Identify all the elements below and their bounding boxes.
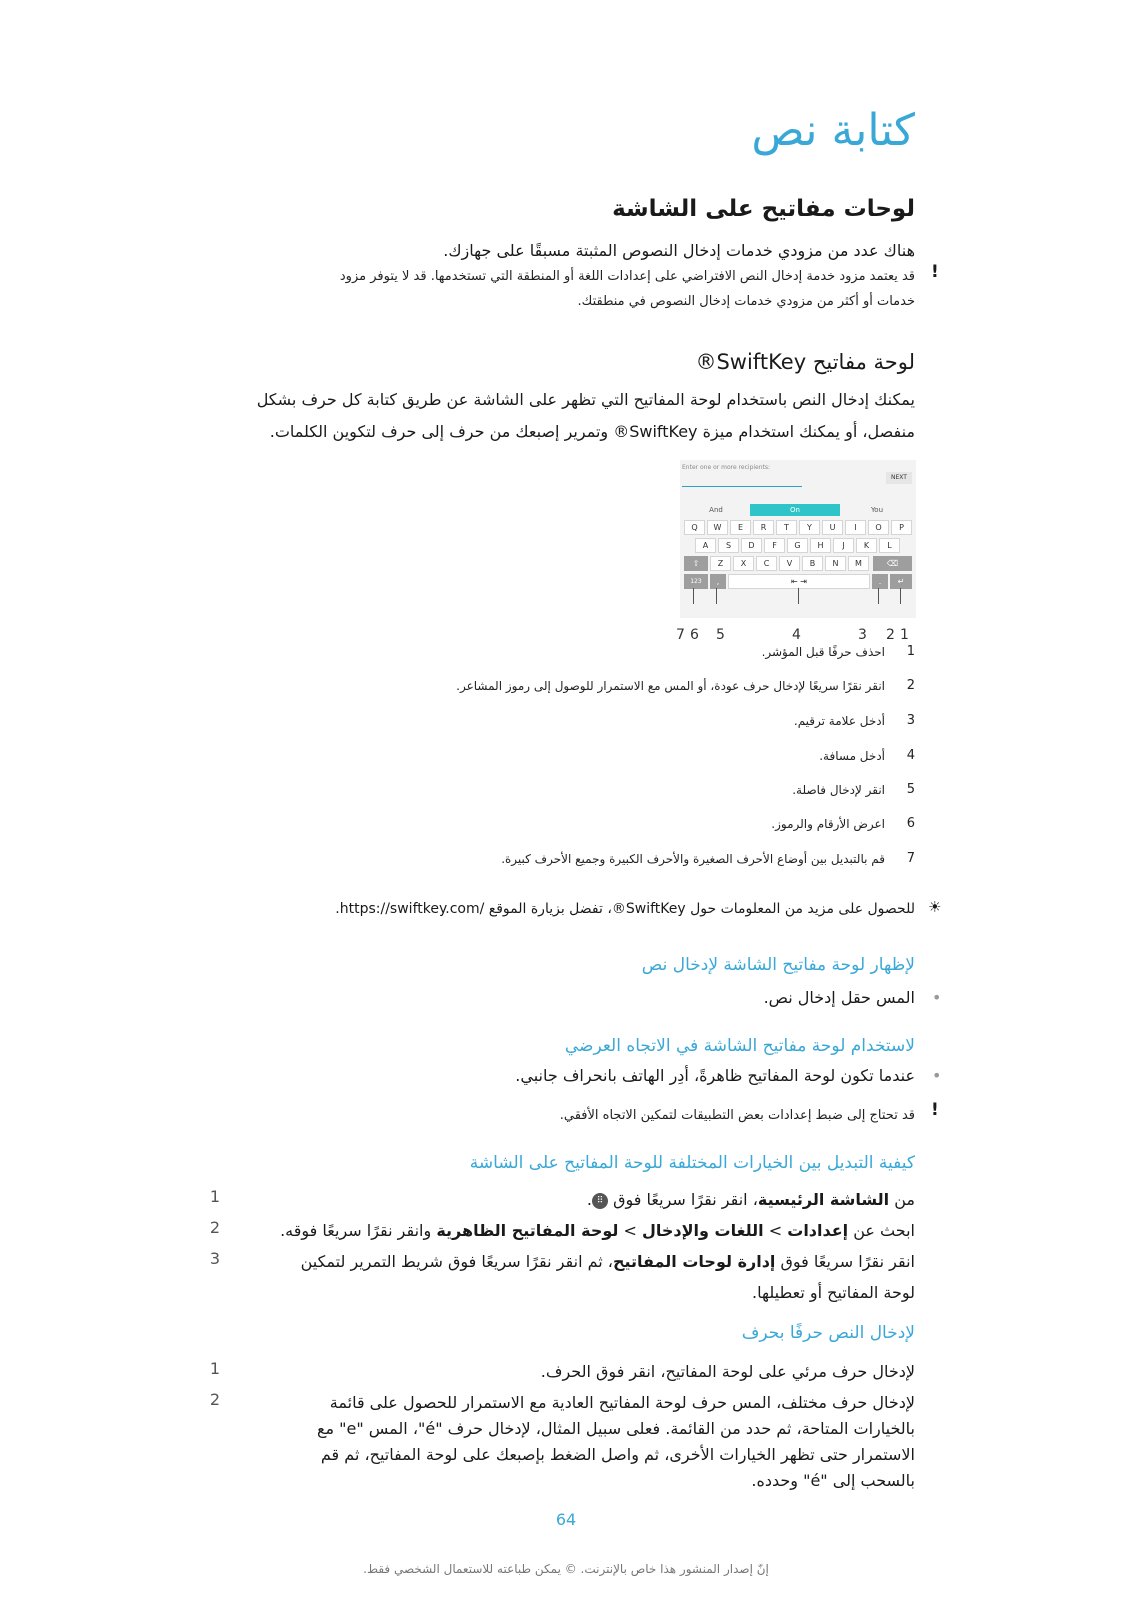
landscape-heading: لاستخدام لوحة مفاتيح الشاشة في الاتجاه العرضي <box>564 1036 915 1056</box>
page-number: 64 <box>555 1510 577 1529</box>
callout-line <box>716 588 717 604</box>
legend-item: 2 انقر نقرًا سريعًا لإدخال حرف عودة، أو المس مع الاستمرار للوصول إلى رموز المشاعر. <box>456 678 915 693</box>
key-o[interactable]: O <box>868 520 889 535</box>
key-s[interactable]: S <box>718 538 739 553</box>
key-e[interactable]: E <box>730 520 751 535</box>
step-number: 2 <box>209 1390 220 1409</box>
swiftkey-paragraph-line-2: منفصل، أو يمكنك استخدام ميزة SwiftKey® وتمرير إصبعك من حرف إلى حرف لتكوين الكلمات. <box>269 422 915 441</box>
switch-keyboards-heading: كيفية التبديل بين الخيارات المختلفة للوحة المفاتيح على الشاشة <box>469 1153 915 1173</box>
bullet: • <box>932 988 942 1007</box>
key-y[interactable]: Y <box>799 520 820 535</box>
exclamation-icon: ! <box>931 1100 939 1120</box>
legend-item: 4 أدخل مسافة. <box>819 748 915 763</box>
recipient-placeholder: Enter one or more recipients: <box>682 464 771 471</box>
lightbulb-icon: ☀ <box>928 898 942 916</box>
section-heading-onscreen-keyboards: لوحات مفاتيح على الشاشة <box>612 196 915 222</box>
legend-item: 1 احذف حرفًا قبل المؤشر. <box>761 644 915 659</box>
key-h[interactable]: H <box>810 538 831 553</box>
landscape-bullet: عندما تكون لوحة المفاتيح ظاهرةً، أدِر الهاتف بانحراف جانبي. <box>515 1066 915 1085</box>
numbers-key[interactable]: 123 <box>684 574 708 589</box>
legend-item: 6 اعرض الأرقام والرموز. <box>771 816 915 831</box>
switch-step-2: ابحث عن إعدادات > اللغات والإدخال > لوحة المفاتيح الظاهرية وانقر نقرًا سريعًا فوقه. <box>280 1221 915 1240</box>
key-k[interactable]: K <box>856 538 877 553</box>
key-t[interactable]: T <box>776 520 797 535</box>
char-step-1: لإدخال حرف مرئي على لوحة المفاتيح، انقر فوق الحرف. <box>540 1362 915 1381</box>
key-p[interactable]: P <box>891 520 912 535</box>
swiftkey-heading: لوحة مفاتيح SwiftKey® <box>695 350 915 374</box>
input-underline <box>682 486 802 487</box>
callout-3: 3 <box>858 627 867 643</box>
page-title: كتابة نص <box>751 105 915 156</box>
callout-7: 7 <box>676 627 685 643</box>
switch-step-3: انقر نقرًا سريعًا فوق إدارة لوحات المفاتيح، ثم انقر نقرًا سريعًا فوق شريط التمرير لتمكين <box>300 1252 915 1271</box>
legend-item: 3 أدخل علامة ترقيم. <box>793 713 915 728</box>
key-x[interactable]: X <box>733 556 754 571</box>
key-i[interactable]: I <box>845 520 866 535</box>
swiftkey-paragraph-line-1: يمكنك إدخال النص باستخدام لوحة المفاتيح التي تظهر على الشاشة عن طريق كتابة كل حرف بشكل <box>256 390 915 409</box>
keyboard-illustration <box>680 460 916 618</box>
show-keyboard-heading: لإظهار لوحة مفاتيح الشاشة لإدخال نص <box>641 955 915 975</box>
key-q[interactable]: Q <box>684 520 705 535</box>
landscape-note: قد تحتاج إلى ضبط إعدادات بعض التطبيقات لتمكين الاتجاه الأفقي. <box>559 1108 915 1123</box>
step-number: 2 <box>209 1218 220 1237</box>
callout-line <box>878 588 879 604</box>
legend-item: 5 انقر لإدخال فاصلة. <box>792 782 915 797</box>
step-number: 1 <box>209 1187 220 1206</box>
enter-key[interactable]: ↵ <box>890 574 912 589</box>
note-line-2: خدمات أو أكثر من مزودي خدمات إدخال النصوص في منطقتك. <box>577 294 915 309</box>
callout-1: 1 <box>900 627 909 643</box>
backspace-key[interactable]: ⌫ <box>873 556 912 571</box>
key-f[interactable]: F <box>764 538 785 553</box>
key-j[interactable]: J <box>833 538 854 553</box>
char-step-2-line-1: لإدخال حرف مختلف، المس حرف لوحة المفاتيح العادية مع الاستمرار للحصول على قائمة <box>329 1393 915 1412</box>
next-button[interactable]: NEXT <box>886 472 912 484</box>
key-u[interactable]: U <box>822 520 843 535</box>
punctuation-key[interactable]: . <box>872 574 888 589</box>
tip-text: للحصول على مزيد من المعلومات حول SwiftKey®، تفضل بزيارة الموقع /https://swiftkey.com. <box>335 901 915 917</box>
suggestion-3[interactable]: You <box>870 506 884 514</box>
callout-6: 6 <box>690 627 699 643</box>
key-b[interactable]: B <box>802 556 823 571</box>
char-by-char-heading: لإدخال النص حرفًا بحرف <box>741 1323 915 1343</box>
suggestion-2[interactable]: On <box>750 504 840 516</box>
show-keyboard-bullet: المس حقل إدخال نص. <box>763 988 915 1007</box>
bullet: • <box>932 1066 942 1085</box>
callout-2: 2 <box>886 627 895 643</box>
callout-4: 4 <box>792 627 801 643</box>
callout-5: 5 <box>716 627 725 643</box>
key-g[interactable]: G <box>787 538 808 553</box>
key-n[interactable]: N <box>825 556 846 571</box>
apps-grid-icon: ⠿ <box>592 1193 608 1209</box>
exclamation-icon: ! <box>931 262 939 282</box>
switch-step-3-cont: لوحة المفاتيح أو تعطيلها. <box>752 1283 915 1302</box>
key-w[interactable]: W <box>707 520 728 535</box>
comma-key[interactable]: , <box>710 574 726 589</box>
char-step-2-line-3: الاستمرار حتى تظهر الخيارات الأخرى، ثم واصل الضغط بإصبعك على لوحة المفاتيح، ثم قم <box>320 1445 915 1464</box>
char-step-2-line-2: بالخيارات المتاحة، ثم حدد من القائمة. فعلى سبيل المثال، لإدخال حرف "é"، المس "e" مع <box>316 1419 915 1438</box>
legend-item: 7 قم بالتبديل بين أوضاع الأحرف الصغيرة والأحرف الكبيرة وجميع الأحرف كبيرة. <box>501 851 915 866</box>
key-m[interactable]: M <box>848 556 869 571</box>
note-line-1: قد يعتمد مزود خدمة إدخال النص الافتراضي على إعدادات اللغة أو المنطقة التي تستخدمها. قد لا يتوفر مزود <box>339 269 915 284</box>
switch-step-1: من الشاشة الرئيسية، انقر نقرًا سريعًا فوق ⠿. <box>586 1190 915 1209</box>
step-number: 3 <box>209 1249 220 1268</box>
footer: إنّ إصدار المنشور هذا خاص بالإنترنت. © يمكن طباعته للاستعمال الشخصي فقط. <box>363 1562 769 1576</box>
key-a[interactable]: A <box>695 538 716 553</box>
key-l[interactable]: L <box>879 538 900 553</box>
char-step-2-line-4: بالسحب إلى "é" وحدده. <box>751 1471 915 1490</box>
key-r[interactable]: R <box>753 520 774 535</box>
space-key[interactable]: ⇤ ⇥ <box>728 574 870 589</box>
intro-paragraph: هناك عدد من مزودي خدمات إدخال النصوص المثبتة مسبقًا على جهازك. <box>443 241 915 260</box>
key-v[interactable]: V <box>779 556 800 571</box>
callout-line <box>900 588 901 604</box>
suggestion-1[interactable]: And <box>709 506 723 514</box>
shift-key[interactable]: ⇧ <box>684 556 708 571</box>
key-c[interactable]: C <box>756 556 777 571</box>
callout-line <box>798 588 799 604</box>
callout-line <box>693 588 694 604</box>
key-d[interactable]: D <box>741 538 762 553</box>
step-number: 1 <box>209 1359 220 1378</box>
key-z[interactable]: Z <box>710 556 731 571</box>
